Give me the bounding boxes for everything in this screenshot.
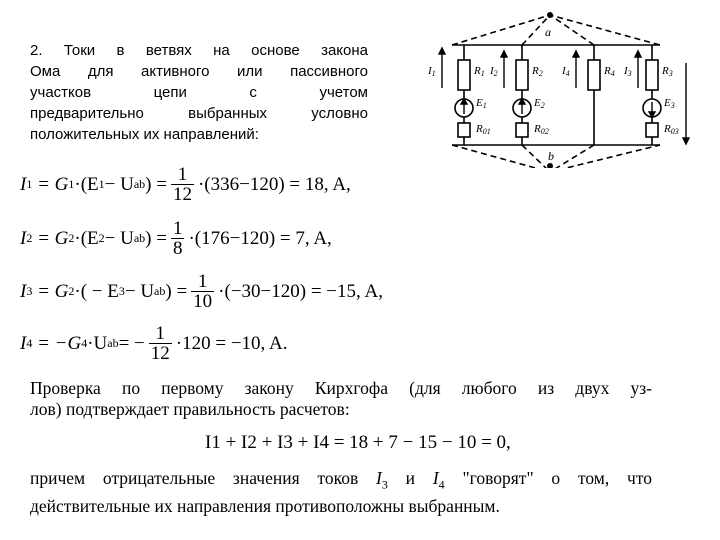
intro-paragraph [30,40,368,145]
conclusion-paragraph [30,468,652,517]
fraction: $\frac{1}{8}$ [172,218,183,259]
resistor-r02-label: R02 [534,123,549,136]
intro-line: участков цепи с учетом [30,84,368,101]
equation-i3: I 3 = G 2 ·( − E 3 − U ab ) = $\frac{1}{10}$ ·(−30−120) = −15, A, [20,271,383,312]
resistor-r03-label: R03 [664,123,679,136]
resistor-r1-label: R1 [474,65,485,78]
equation-i2: I 2 = G 2 ·(E 2 − U ab ) = $\frac{1}{8}$ ·(176−120) = 7, A, [20,218,332,259]
fraction: $\frac{1}{12}$ [150,323,170,364]
intro-line: положительных их направлений: [30,126,259,143]
equation-i1: I 1 = G 1 ·(E 1 − U ab ) = $\frac{1}{12}$ ·(336−120) = 18, A, [20,164,351,205]
conclusion-line: причем отрицательные значения токов $I_3$ и $I_4$ "говорят" о том, что [30,468,653,492]
node-b-dot [547,163,553,168]
source-e3-label: E3 [664,97,675,110]
resistor-r3-label: R3 [662,65,673,78]
resistor-r2 [516,60,528,90]
resistor-r4-label: R4 [604,65,615,78]
intro-line: Ома для активного или пассивного [30,63,368,80]
current-i3-label: I3 [624,65,632,78]
current-i1-label: I1 [428,65,436,78]
intro-line: 2. Токи в ветвях на основе закона [30,42,368,59]
source-e2-label: E2 [534,97,545,110]
resistor-r2-label: R2 [532,65,543,78]
resistor-r1 [458,60,470,90]
check-paragraph [30,378,652,420]
current-i2-label: I2 [490,65,498,78]
circuit-diagram [412,8,702,168]
node-b-label: b [548,149,554,163]
source-e1-label: E1 [476,97,487,110]
resistor-r4 [588,60,600,90]
node-a-dot [547,12,553,18]
check-line: лов) подтверждает правильность расчетов: [30,399,350,419]
node-a-label: a [545,25,551,39]
fraction: $\frac{1}{10}$ [193,271,213,312]
equation-i4: I 4 = −G 4 ·U ab = − $\frac{1}{12}$ ·120 = −10, A. [20,323,288,364]
resistor-r01-label: R01 [476,123,491,136]
intro-line: предварительно выбранных условно [30,105,368,122]
conclusion-line: действительные их направления противоположны выбранным. [30,495,500,516]
check-line: Проверка по первому закону Кирхгофа (для любого из двух уз- [30,378,652,398]
fraction: $\frac{1}{12}$ [172,164,192,205]
kirchhoff-sum: I1 + I2 + I3 + I4 = 18 + 7 − 15 − 10 = 0, [205,432,511,453]
resistor-r3 [646,60,658,90]
current-i4-label: I4 [562,65,570,78]
